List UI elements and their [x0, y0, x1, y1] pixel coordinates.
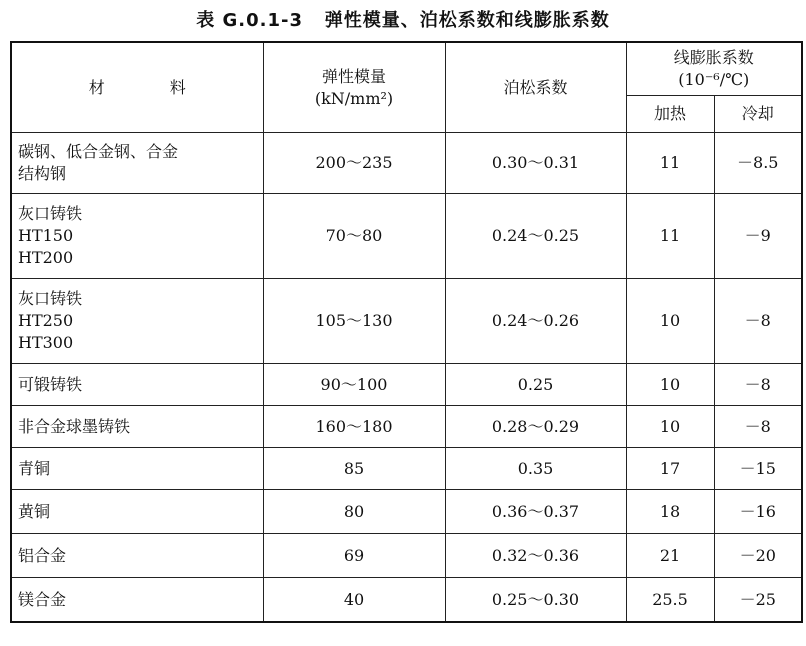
header-expansion-unit: (10⁻⁶/℃)	[678, 70, 750, 89]
modulus-cell: 70～80	[263, 194, 445, 279]
heating-cell: 10	[626, 364, 714, 406]
heating-cell: 10	[626, 279, 714, 364]
header-expansion	[626, 42, 802, 96]
material-line: HT200	[18, 248, 74, 267]
cooling-cell: －8	[714, 364, 802, 406]
header-expansion-label: 线膨胀系数	[673, 48, 754, 67]
modulus-cell: 80	[263, 490, 445, 534]
material-line: HT250	[18, 311, 74, 330]
cooling-cell: －8	[714, 279, 802, 364]
cooling-cell: －8.5	[714, 133, 802, 194]
material-cell: 青铜	[11, 448, 263, 490]
poisson-cell: 0.32～0.36	[445, 534, 626, 578]
poisson-cell: 0.35	[445, 448, 626, 490]
header-modulus-unit: (kN/mm²)	[314, 88, 394, 108]
poisson-cell: 0.25	[445, 364, 626, 406]
material-line: 碳钢、低合金钢、合金	[18, 142, 179, 161]
poisson-cell: 0.24～0.25	[445, 194, 626, 279]
heating-cell: 10	[626, 406, 714, 448]
table-row	[11, 279, 802, 364]
poisson-cell: 0.30～0.31	[445, 133, 626, 194]
modulus-cell: 200～235	[263, 133, 445, 194]
modulus-cell: 85	[263, 448, 445, 490]
poisson-cell: 0.36～0.37	[445, 490, 626, 534]
cooling-cell: －9	[714, 194, 802, 279]
table-row	[11, 534, 802, 578]
modulus-cell: 40	[263, 578, 445, 623]
modulus-cell: 90～100	[263, 364, 445, 406]
heating-cell: 11	[626, 133, 714, 194]
poisson-cell: 0.24～0.26	[445, 279, 626, 364]
header-heating: 加热	[626, 96, 714, 133]
material-cell: 黄铜	[11, 490, 263, 534]
properties-table	[10, 41, 803, 623]
table-row	[11, 448, 802, 490]
table-caption: 表 G.0.1-3 弹性模量、泊松系数和线膨胀系数	[196, 10, 610, 31]
modulus-cell: 160～180	[263, 406, 445, 448]
heating-cell: 25.5	[626, 578, 714, 623]
table-row	[11, 406, 802, 448]
material-line: 结构钢	[18, 164, 67, 183]
heating-cell: 21	[626, 534, 714, 578]
header-poisson	[445, 42, 626, 133]
material-cell	[11, 194, 263, 279]
material-line: HT150	[18, 226, 74, 245]
material-cell: 非合金球墨铸铁	[11, 406, 263, 448]
table-row	[11, 194, 802, 279]
material-cell: 可锻铸铁	[11, 364, 263, 406]
cooling-cell: －25	[714, 578, 802, 623]
heating-cell: 18	[626, 490, 714, 534]
table-row	[11, 133, 802, 194]
cooling-cell: －16	[714, 490, 802, 534]
heating-cell: 11	[626, 194, 714, 279]
header-poisson-label: 泊松系数	[503, 77, 568, 97]
header-material-label: 材 料	[88, 77, 216, 97]
material-cell: 铝合金	[11, 534, 263, 578]
header-cooling: 冷却	[714, 96, 802, 133]
material-cell	[11, 279, 263, 364]
material-line: 灰口铸铁	[18, 289, 83, 308]
table-row	[11, 364, 802, 406]
poisson-cell: 0.25～0.30	[445, 578, 626, 623]
header-modulus-label: 弹性模量	[321, 66, 386, 86]
modulus-cell: 69	[263, 534, 445, 578]
poisson-cell: 0.28～0.29	[445, 406, 626, 448]
cooling-cell: －15	[714, 448, 802, 490]
heating-cell: 17	[626, 448, 714, 490]
table-row	[11, 578, 802, 623]
material-cell: 镁合金	[11, 578, 263, 623]
cooling-cell: －8	[714, 406, 802, 448]
material-cell	[11, 133, 263, 194]
material-line: 灰口铸铁	[18, 204, 83, 223]
material-line: HT300	[18, 333, 74, 352]
header-modulus	[263, 42, 445, 133]
modulus-cell: 105～130	[263, 279, 445, 364]
cooling-cell: －20	[714, 534, 802, 578]
table-row	[11, 490, 802, 534]
header-material	[11, 42, 263, 133]
